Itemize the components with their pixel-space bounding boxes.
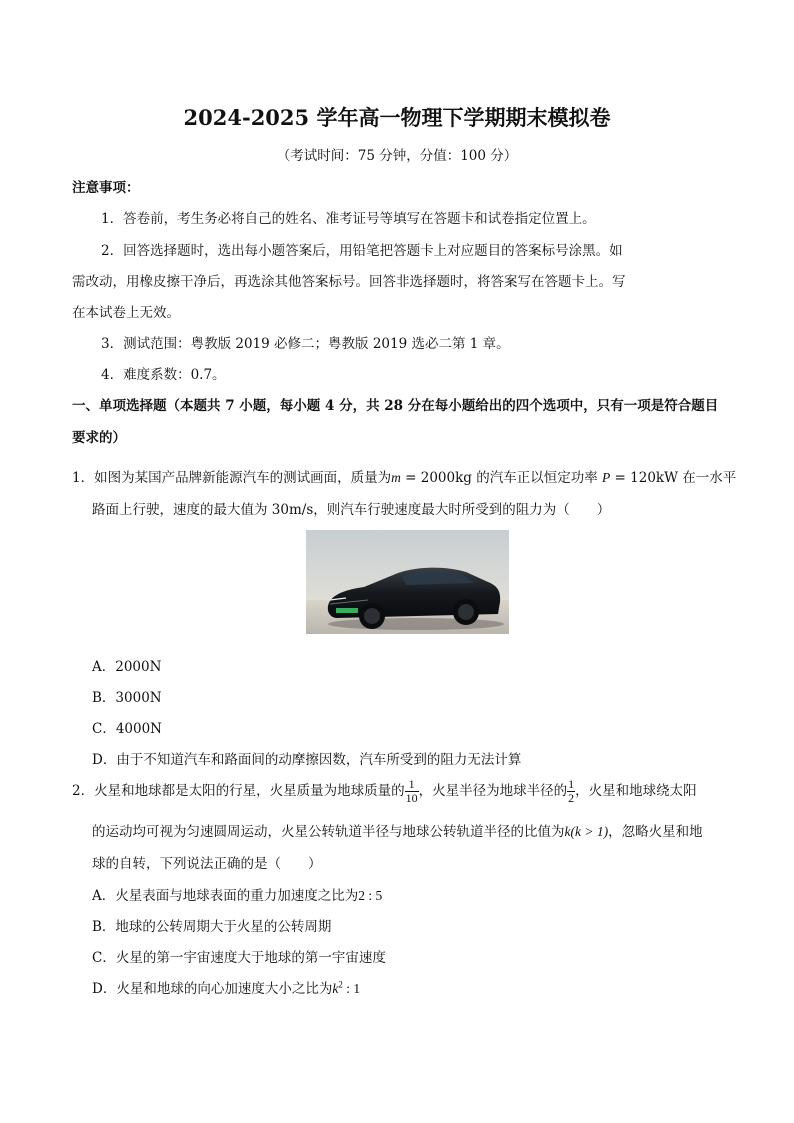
notice-item-1: 1．答卷前，考生务必将自己的姓名、准考证号等填写在答题卡和试卷指定位置上。 xyxy=(101,211,596,227)
car-photo xyxy=(306,530,509,634)
q2-option-d-exponent: 2 xyxy=(338,979,343,990)
notice-item-2-line-2: 需改动，用橡皮擦干净后，再选涂其他答案标号。回答非选择题时，将答案写在答题卡上。写 xyxy=(72,274,626,290)
q2-option-a xyxy=(92,884,382,904)
q1-text-a: 1．如图为某国产品牌新能源汽车的测试画面，质量为 xyxy=(72,470,392,486)
section-1-heading-line-1: 一、单项选择题（本题共 7 小题，每小题 4 分，共 28 分在每小题给出的四个选项中，只有一项是符合题目 xyxy=(72,398,719,414)
notice-item-4: 4．难度系数：0.7。 xyxy=(101,367,226,383)
mass-symbol: m xyxy=(391,470,401,485)
q2-text-d: 的运动均可视为匀速圆周运动，火星公转轨道半径与地球公转轨道半径的比值为 xyxy=(92,824,565,840)
frac-denominator: 2 xyxy=(568,791,575,805)
q2-option-d-text: D．火星和地球的向心加速度大小之比为 xyxy=(92,981,333,997)
q2-option-a-ratio: 2 : 5 xyxy=(358,888,383,903)
q2-option-d-ratio-tail: : 1 xyxy=(342,981,361,996)
question-1-line-1 xyxy=(72,466,736,486)
question-2-line-1 xyxy=(72,775,697,807)
power-symbol: P xyxy=(602,470,611,485)
notice-item-2-line-3: 在本试卷上无效。 xyxy=(72,305,180,321)
q1-option-a: A．2000N xyxy=(92,659,162,675)
exam-subtitle: （考试时间：75 分钟，分值：100 分） xyxy=(276,148,518,164)
frac-denominator: 10 xyxy=(405,791,418,805)
q2-option-c: C．火星的第一宇宙速度大于地球的第一宇宙速度 xyxy=(92,950,386,966)
q2-text-b: ，火星半径为地球半径的 xyxy=(418,783,568,799)
fraction-one-half xyxy=(567,778,575,805)
q1-text-c: = 120kW 在一水平 xyxy=(610,470,737,486)
q2-text-c: ，火星和地球绕太阳 xyxy=(575,783,697,799)
notice-item-2-line-1: 2．回答选择题时，选出每小题答案后，用铅笔把答题卡上对应题目的答案标号涂黑。如 xyxy=(101,243,623,259)
notice-item-3: 3．测试范围：粤教版 2019 必修二；粤教版 2019 选必二第 1 章。 xyxy=(101,336,510,352)
question-2-line-2 xyxy=(92,820,703,840)
q1-text-b: = 2000kg 的汽车正以恒定功率 xyxy=(400,470,602,486)
q1-option-b: B．3000N xyxy=(92,690,162,706)
q1-option-d: D．由于不知道汽车和路面间的动摩擦因数，汽车所受到的阻力无法计算 xyxy=(92,752,522,768)
question-2-line-3: 球的自转，下列说法正确的是（ ） xyxy=(92,856,322,872)
car-illustration xyxy=(306,530,509,634)
q2-option-b: B．地球的公转周期大于火星的公转周期 xyxy=(92,919,332,935)
question-1-line-2: 路面上行驶，速度的最大值为 30m/s，则汽车行驶速度最大时所受到的阻力为（ ） xyxy=(92,502,611,518)
q2-option-d xyxy=(92,977,360,997)
fraction-one-tenth xyxy=(405,778,419,805)
exam-title: 2024-2025 学年高一物理下学期期末模拟卷 xyxy=(183,105,611,130)
notice-heading: 注意事项： xyxy=(72,180,140,196)
q2-option-a-text: A．火星表面与地球表面的重力加速度之比为 xyxy=(92,888,359,904)
section-1-heading-line-2: 要求的） xyxy=(72,430,126,446)
q1-option-c: C．4000N xyxy=(92,721,162,737)
q2-text-a: 2．火星和地球都是太阳的行星，火星质量为地球质量的 xyxy=(72,783,405,799)
q2-option-d-k: k xyxy=(332,981,339,996)
ratio-symbol-k: k xyxy=(564,824,571,839)
frac-numerator: 1 xyxy=(568,777,575,791)
q2-text-e: ，忽略火星和地 xyxy=(608,824,703,840)
frac-numerator: 1 xyxy=(405,778,419,792)
ratio-condition: (k > 1) xyxy=(570,824,609,839)
